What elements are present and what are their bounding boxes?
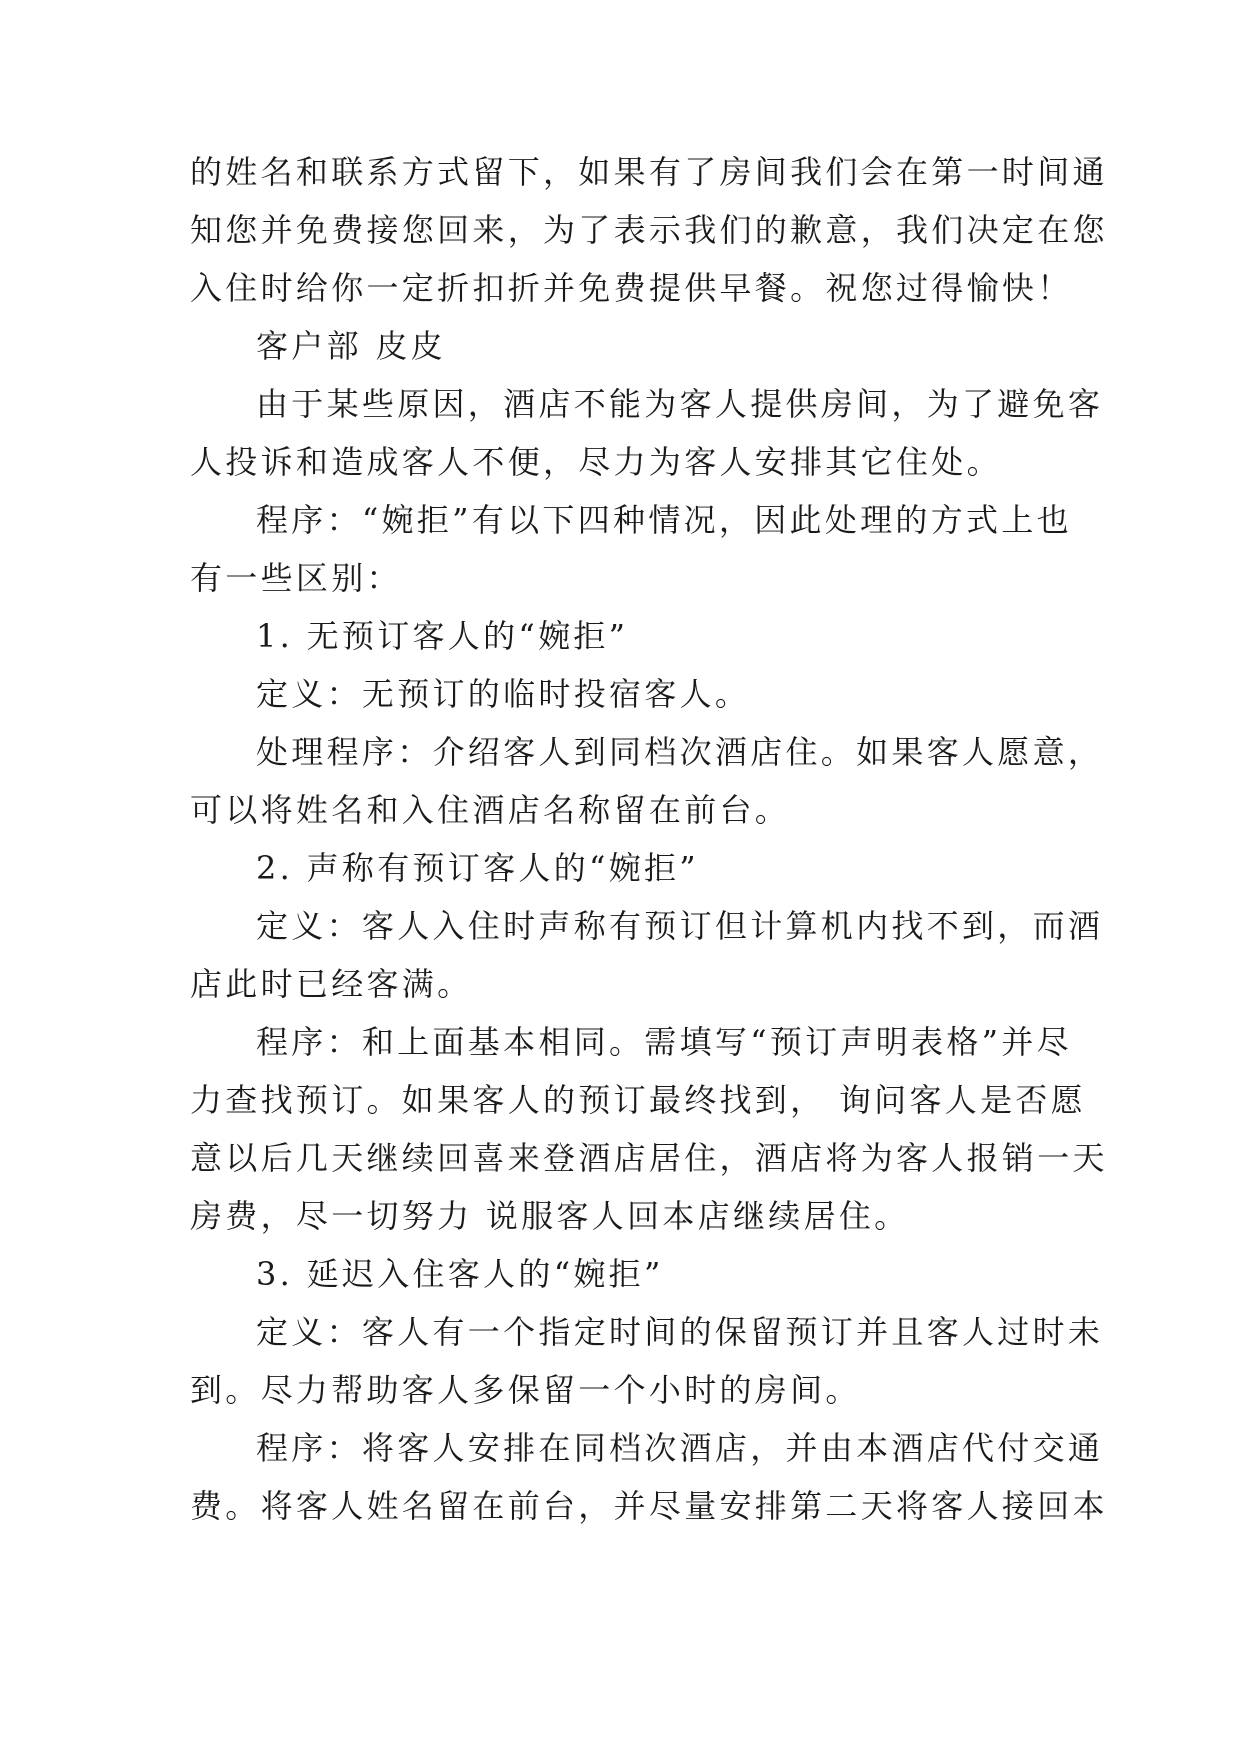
text-line: 人投诉和造成客人不便，尽力为客人安排其它住处。 [190,443,1002,481]
text-line: 力查找预订。如果客人的预订最终找到， 询问客人是否愿 [190,1081,1086,1119]
text-line: 费。将客人姓名留在前台，并尽量安排第二天将客人接回本 [190,1487,1108,1525]
definition-line: 定义：客人有一个指定时间的保留预订并且客人过时未 [256,1313,1104,1351]
text-line: 知您并免费接您回来，为了表示我们的歉意，我们决定在您 [190,211,1108,249]
paragraph-start: 程序：将客人安排在同档次酒店，并由本酒店代付交通 [256,1429,1104,1467]
paragraph-start: 程序：和上面基本相同。需填写“预订声明表格”并尽 [256,1023,1072,1061]
text-line: 到。尽力帮助客人多保留一个小时的房间。 [190,1371,861,1409]
text-line: 有一些区别： [190,559,402,597]
text-line: 的姓名和联系方式留下，如果有了房间我们会在第一时间通 [190,153,1108,191]
paragraph-start: 程序：“婉拒”有以下四种情况，因此处理的方式上也 [256,501,1072,539]
text-line: 意以后几天继续回喜来登酒店居住，酒店将为客人报销一天 [190,1139,1108,1177]
paragraph-start: 处理程序：介绍客人到同档次酒店住。如果客人愿意， [256,733,1104,771]
definition-line: 定义：客人入住时声称有预订但计算机内找不到，而酒 [256,907,1104,945]
section-heading: 3. 延迟入住客人的“婉拒” [256,1255,664,1293]
text-line: 房费，尽一切努力 说服客人回本店继续居住。 [190,1197,910,1235]
text-line: 可以将姓名和入住酒店名称留在前台。 [190,791,791,829]
definition-line: 定义：无预订的临时投宿客人。 [256,675,751,713]
section-heading: 1. 无预订客人的“婉拒” [256,617,629,655]
paragraph-start: 由于某些原因，酒店不能为客人提供房间，为了避免客 [256,385,1104,423]
text-line: 店此时已经客满。 [190,965,473,1003]
signature-line: 客户部 皮皮 [256,327,446,365]
text-line: 入住时给你一定折扣折并免费提供早餐。祝您过得愉快！ [190,269,1073,307]
section-heading: 2. 声称有预订客人的“婉拒” [256,849,699,887]
